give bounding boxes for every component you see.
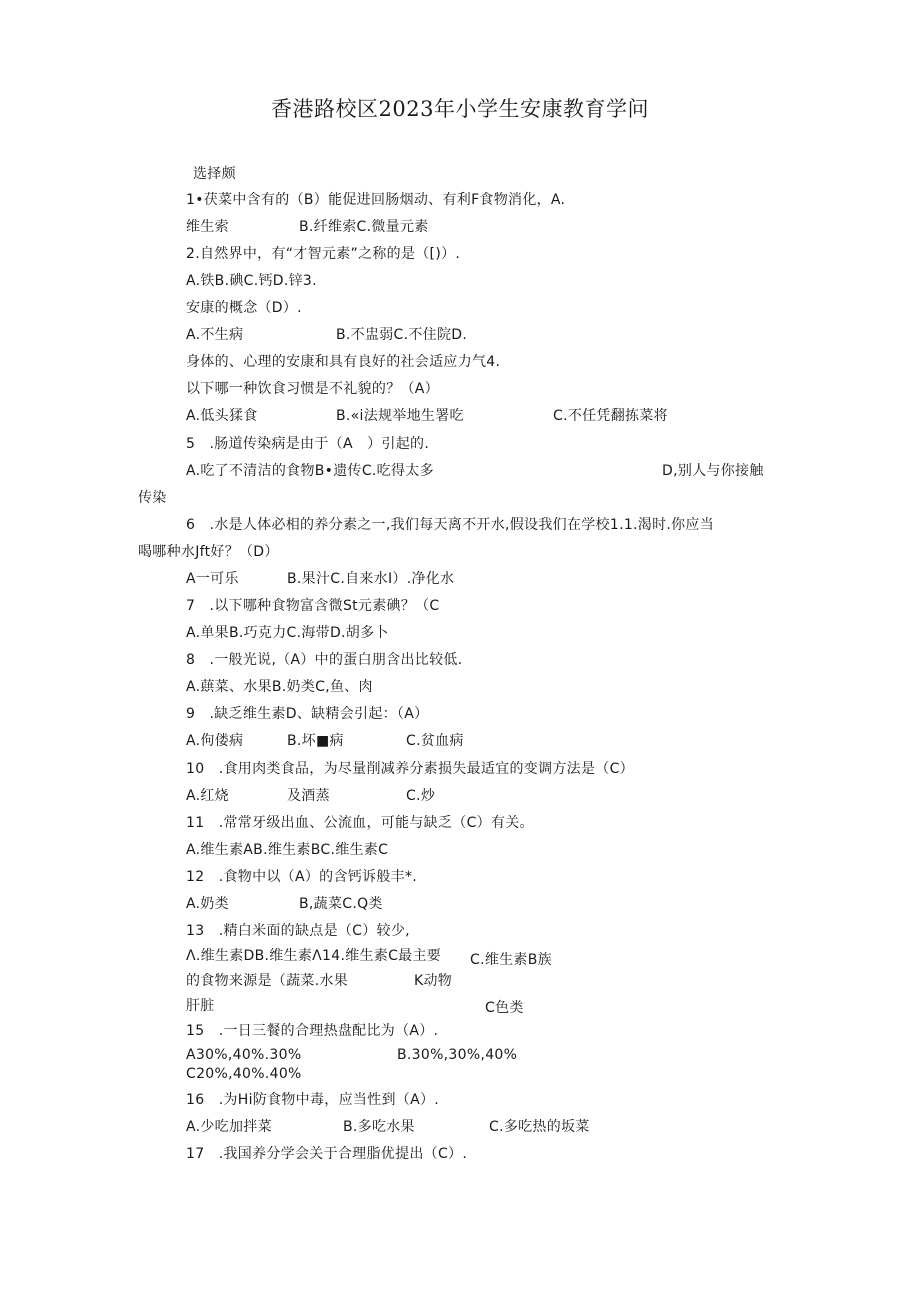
text-line: 及酒蒸: [287, 788, 330, 804]
text-line: 肝脏: [186, 998, 215, 1014]
text-line: K动物: [414, 973, 453, 989]
text-line: 以下哪一种饮食习惯是不礼貌的？（A）: [186, 381, 439, 397]
text-line: A.蕻菜、水果B.奶类C,鱼、肉: [186, 679, 373, 695]
text-line: A一可乐: [186, 571, 239, 587]
text-line: C色类: [485, 1000, 524, 1016]
text-line: C.维生素B族: [470, 952, 552, 968]
text-line: B,蔬菜C.Q类: [299, 896, 383, 912]
document-title: 香港路校区2023年小学生安康教育学问: [271, 97, 649, 121]
text-line: B.«i法规举地生署吃: [336, 408, 464, 424]
text-line: 10 .食用肉类食品，为尽量削减养分素损失最适宜的变调方法是（C）: [186, 761, 634, 777]
text-line: 6 .水是人体必相的养分素之一,我们每天离不开水,假设我们在学校1.1.渴时.你应当: [186, 517, 715, 533]
text-line: 8 .一般光说,（A）中的蛋白朋含出比较低.: [186, 652, 463, 668]
text-line: A30%,40%.30%: [186, 1047, 302, 1063]
text-line: A.少吃加拌菜: [186, 1119, 272, 1135]
text-line: C.贫血病: [406, 733, 464, 749]
text-line: 12 .食物中以（A）的含钙诉般丰*.: [186, 869, 417, 885]
text-line: B.不盅弱C.不住院D.: [336, 327, 468, 343]
text-line: Λ.维生素DB.维生素Λ14.维生素C最主要: [186, 948, 442, 964]
text-line: 13 .精白米面的缺点是（C）较少,: [186, 923, 410, 939]
text-line: 的食物来源是（蔬菜.水果: [186, 973, 349, 989]
text-line: A.红烧: [186, 788, 229, 804]
text-line: A.维生素AB.维生素BC.维生素C: [186, 842, 389, 858]
text-line: 喝哪种水Jft好？（D）: [138, 544, 279, 560]
text-line: 7 .以下哪种食物富含微St元素碘？（C: [186, 598, 440, 614]
text-line: D,别人与你接触: [662, 463, 764, 479]
text-line: A.不生病: [186, 327, 244, 343]
text-line: A.吃了不清洁的食物B•遗传C.吃得太多: [186, 463, 434, 479]
text-line: B.果汁C.自来水I）.净化水: [287, 571, 455, 587]
text-line: A.奶类: [186, 896, 229, 912]
text-line: 1•茯菜中含有的（B）能促进回肠烟动、有利F食物消化，A.: [186, 192, 566, 208]
text-line: 维生索: [186, 219, 229, 235]
text-line: B.30%,30%,40%: [397, 1047, 518, 1063]
text-line: B.纤维索C.微量元素: [299, 219, 429, 235]
text-line: 17 .我国养分学会关于合理脂优提出（C）.: [186, 1146, 468, 1162]
text-line: A.低头猱食: [186, 408, 258, 424]
text-line: 传染: [138, 490, 167, 506]
text-line: A.单果B.巧克力C.海带D.胡多卜: [186, 625, 389, 641]
text-line: B.坏■病: [287, 733, 344, 749]
text-line: 选择颇: [193, 166, 236, 182]
text-line: 15 .一日三餐的合理热盘配比为（A）.: [186, 1023, 439, 1039]
text-line: 11 .常常牙级出血、公流血，可能与缺乏（C）有关。: [186, 815, 534, 831]
text-line: 5 .肠道传染病是由于（A ）引起的.: [186, 436, 430, 452]
text-line: 9 .缺乏维生素D、缺精会引起：（A）: [186, 706, 429, 722]
text-line: 身体的、心理的安康和具有良好的社会适应力气4.: [186, 354, 501, 370]
text-line: 16 .为Hi防食物中毒，应当性到（A）.: [186, 1092, 440, 1108]
text-line: C.不任凭翻拣菜将: [553, 408, 668, 424]
text-line: C.炒: [406, 788, 436, 804]
text-line: C20%,40%.40%: [186, 1066, 302, 1082]
text-line: 2.自然界中，有“才智元素”之称的是（[)）.: [186, 246, 461, 262]
text-line: C.多吃热的坂菜: [489, 1119, 590, 1135]
text-line: 安康的概念（D）.: [186, 300, 302, 316]
text-line: A.佝偻病: [186, 733, 244, 749]
text-line: B.多吃水果: [343, 1119, 415, 1135]
text-line: A.铁B.碘C.钙D.锌3.: [186, 273, 317, 289]
